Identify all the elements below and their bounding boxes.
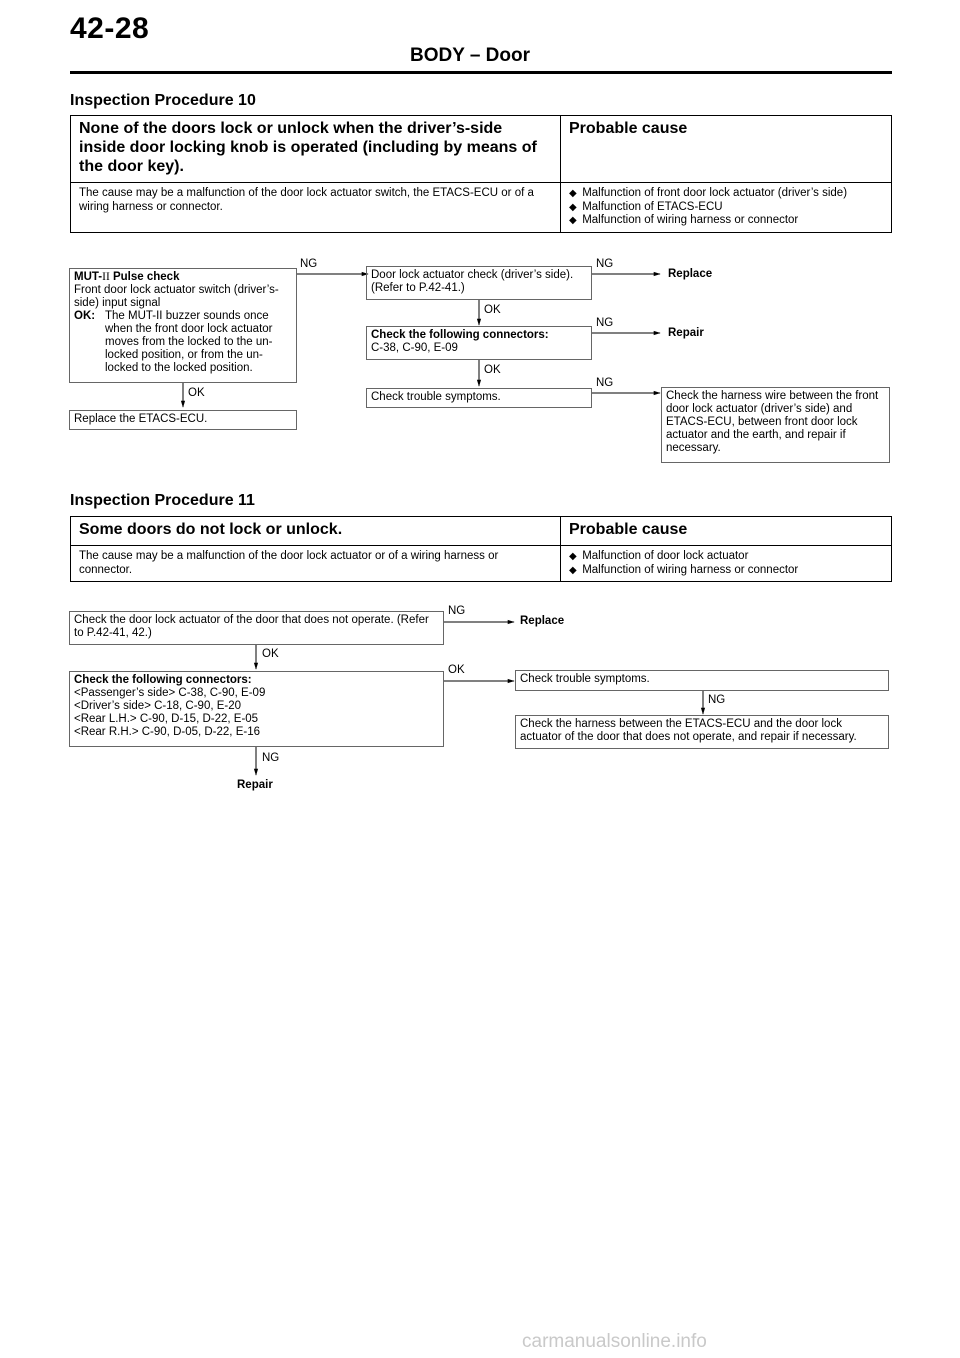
procedure-10-title: Inspection Procedure 10 [70, 92, 256, 109]
result-replace: Replace [520, 615, 565, 627]
cause-item: ◆ Malfunction of front door lock actuator (driver’s side) [569, 187, 848, 199]
ng-label: NG [448, 605, 466, 617]
page-title: BODY – Door [410, 45, 531, 66]
watermark: carmanualsonline.info [522, 1331, 707, 1352]
cause-item: ◆ Malfunction of wiring harness or connector [569, 214, 799, 226]
ng-label: NG [596, 317, 614, 329]
connector-check-box [366, 326, 592, 360]
bullet-icon: ◆ [569, 551, 577, 562]
result-repair: Repair [668, 327, 704, 339]
cause-list [561, 183, 892, 233]
ng-label: NG [596, 258, 614, 270]
ok-label: OK [262, 648, 279, 660]
connector-line: <Driver’s side> C-18, C-90, E-20 [74, 700, 242, 712]
connector-line: <Passenger’s side> C-38, C-90, E-09 [74, 687, 266, 699]
ok-label: OK: [74, 310, 96, 322]
probable-cause-heading: Probable cause [561, 517, 892, 546]
ok-label: OK [484, 304, 501, 316]
result-repair: Repair [237, 779, 273, 791]
connector-check-box [69, 671, 444, 747]
symptom-cell: Some doors do not lock or unlock. [71, 517, 561, 546]
procedure-11-title: Inspection Procedure 11 [70, 492, 255, 509]
replace-ecu-box: Replace the ETACS-ECU. [69, 410, 297, 430]
procedure-10-table [70, 115, 892, 233]
ok-label: OK [448, 664, 465, 676]
ng-label: NG [708, 694, 726, 706]
connector-check-title: Check the following connectors: [74, 674, 252, 686]
cause-list [561, 546, 892, 582]
page-number: 42-28 [70, 12, 150, 45]
ng-label: NG [262, 752, 280, 764]
connector-list: C-38, C-90, E-09 [371, 342, 458, 354]
bullet-icon: ◆ [569, 564, 577, 576]
procedure-11-table [70, 516, 892, 582]
probable-cause-heading: Probable cause [561, 116, 892, 183]
description-cell: The cause may be a malfunction of the door lock actuator switch, the ETACS-ECU or of a wiring harness or connector. [71, 183, 561, 233]
ok-label: OK [484, 364, 501, 376]
mut-text: Front door lock actuator switch (driver’s-side) input signal [74, 284, 279, 309]
cause-item: ◆ Malfunction of wiring harness or connector [569, 563, 799, 576]
ok-criteria: The MUT-II buzzer sounds once when the front door lock actuator moves from the locked to the un-locked position, or from the un-locked to the locked position. [105, 310, 273, 374]
connector-line: <Rear L.H.> C-90, D-15, D-22, E-05 [74, 713, 259, 725]
symptom-cell: None of the doors lock or unlock when the driver’s-side inside door locking knob is operated (including by means of the door key). [71, 116, 561, 183]
mut-title: MUT-II Pulse check [74, 271, 180, 283]
actuator-check-box: Door lock actuator check (driver’s side). (Refer to P.42-41.) [366, 266, 592, 300]
bullet-icon: ◆ [569, 188, 577, 199]
cause-item: ◆ Malfunction of ETACS-ECU [569, 200, 723, 213]
harness-check-box: Check the harness wire between the front door lock actuator (driver’s side) and ETACS-ECU, between front door lock actuator and the earth, and repair if necessary. [661, 387, 890, 463]
connector-check-title: Check the following connectors: [371, 329, 549, 341]
ng-label: NG [596, 377, 614, 389]
bullet-icon: ◆ [569, 201, 577, 213]
harness-check-box: Check the harness between the ETACS-ECU and the door lock actuator of the door that does not operate, and repair if necessary. [515, 715, 889, 749]
connector-line: <Rear R.H.> C-90, D-05, D-22, E-16 [74, 726, 260, 738]
trouble-check-box: Check trouble symptoms. [515, 670, 889, 691]
cause-item: ◆ Malfunction of door lock actuator [569, 550, 749, 562]
actuator-check-box: Check the door lock actuator of the door that does not operate. (Refer to P.42-41, 42.) [69, 611, 444, 645]
trouble-check-box: Check trouble symptoms. [366, 388, 592, 408]
result-replace: Replace [668, 268, 713, 280]
ok-label: OK [188, 387, 205, 399]
bullet-icon: ◆ [569, 215, 577, 226]
ng-label: NG [300, 258, 318, 270]
mut-pulse-check-box [69, 268, 297, 383]
description-cell: The cause may be a malfunction of the door lock actuator or of a wiring harness or connector. [71, 546, 561, 582]
